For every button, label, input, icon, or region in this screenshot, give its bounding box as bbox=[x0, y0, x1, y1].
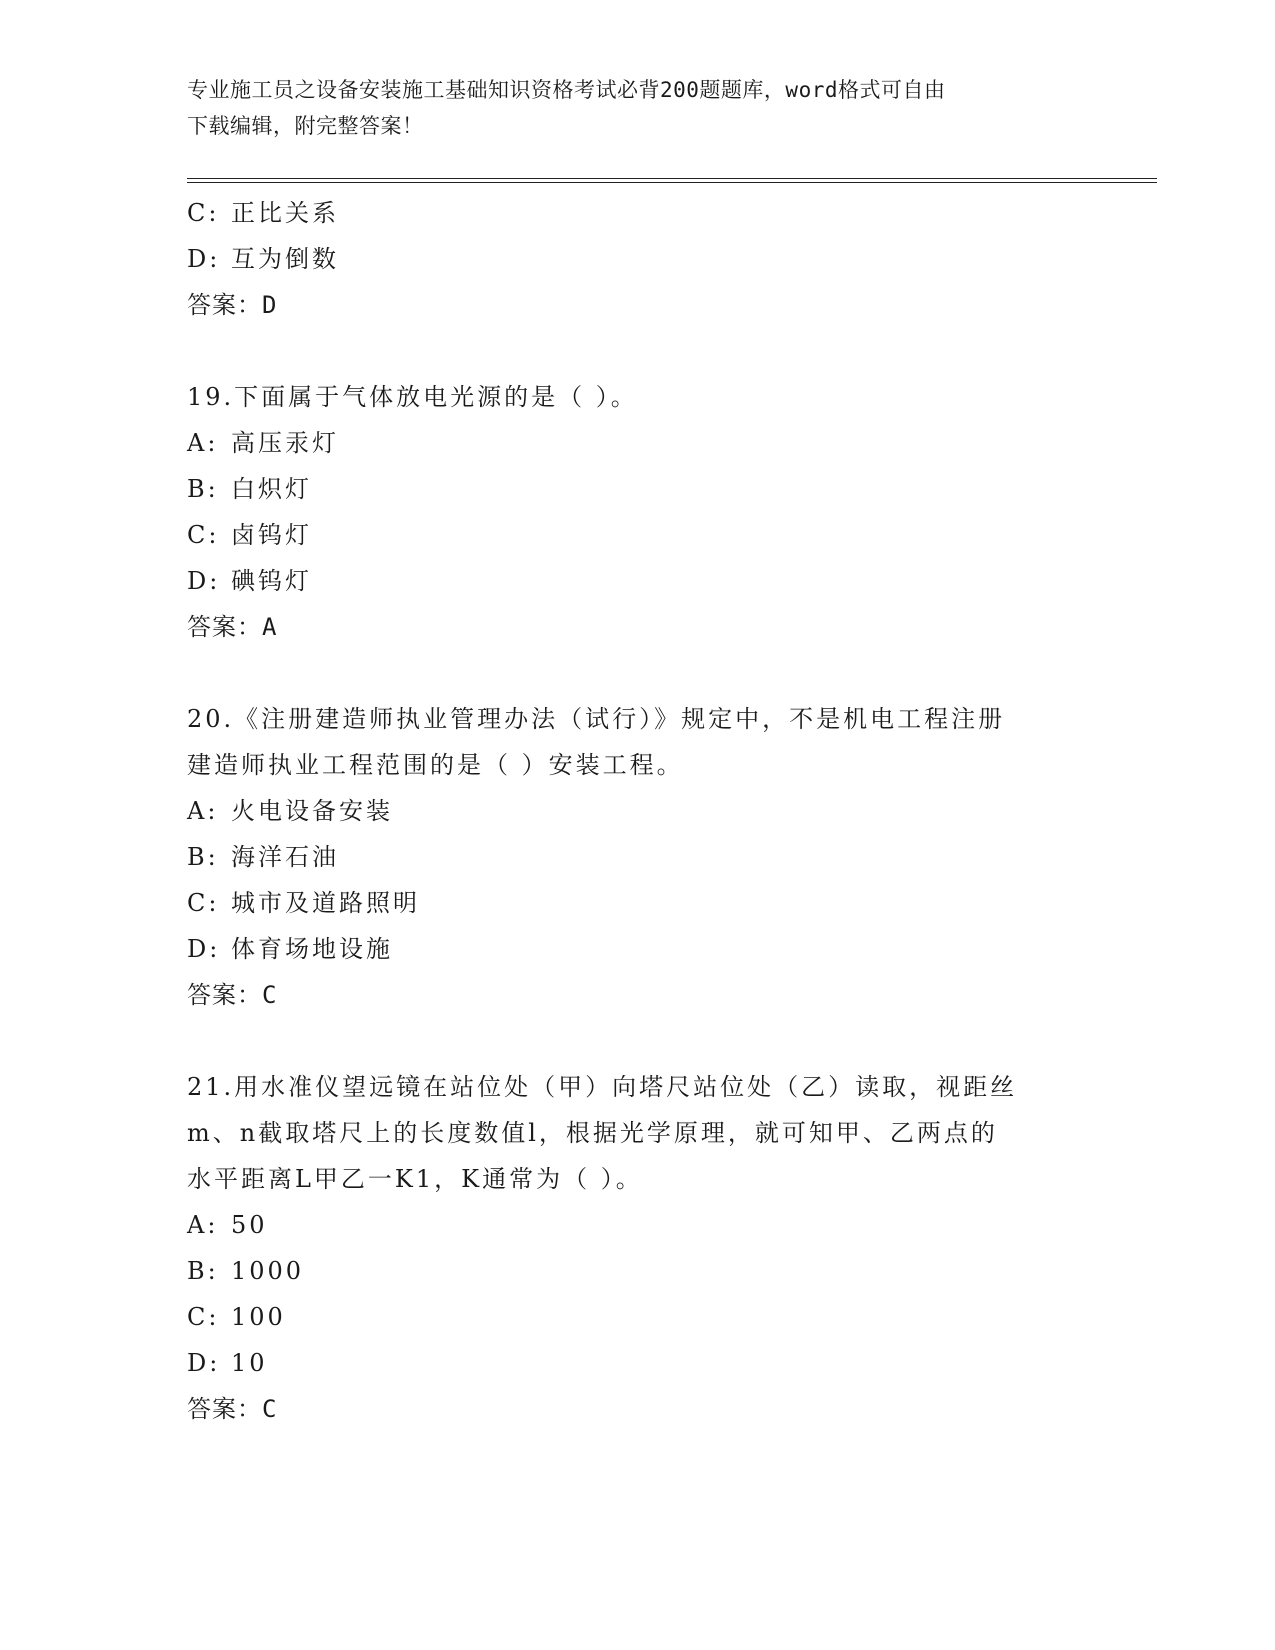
option-c bbox=[187, 190, 1087, 236]
option-text: 城市及道路照明 bbox=[231, 889, 420, 917]
option-d bbox=[187, 236, 1087, 282]
question-stem: 建造师执业工程范围的是（ ）安装工程。 bbox=[187, 751, 684, 779]
header-divider bbox=[187, 178, 1157, 183]
option-b bbox=[187, 834, 1087, 880]
option-c bbox=[187, 512, 1087, 558]
spacer bbox=[187, 328, 1087, 374]
option-a bbox=[187, 1202, 1087, 1248]
question-stem: m、n截取塔尺上的长度数值l，根据光学原理，就可知甲、乙两点的 bbox=[187, 1119, 998, 1147]
spacer bbox=[187, 650, 1087, 696]
option-text: 50 bbox=[231, 1211, 268, 1239]
option-text: 10 bbox=[231, 1349, 268, 1377]
option-key: C: bbox=[187, 521, 220, 549]
option-b bbox=[187, 1248, 1087, 1294]
option-key: D: bbox=[187, 935, 221, 963]
option-text: 火电设备安装 bbox=[231, 797, 393, 825]
option-d bbox=[187, 1340, 1087, 1386]
question-stem: 19.下面属于气体放电光源的是（ ）。 bbox=[187, 383, 638, 411]
option-key: B: bbox=[187, 843, 219, 871]
header-line-2: 下载编辑，附完整答案！ bbox=[187, 114, 424, 138]
option-c bbox=[187, 880, 1087, 926]
option-key: B: bbox=[187, 475, 219, 503]
document-header bbox=[187, 72, 1087, 144]
option-text: 互为倒数 bbox=[231, 245, 339, 273]
option-text: 白炽灯 bbox=[231, 475, 312, 503]
option-text: 卤钨灯 bbox=[231, 521, 312, 549]
question-stem: 水平距离L甲乙一K1，K通常为（ ）。 bbox=[187, 1165, 643, 1193]
question-stem: 20.《注册建造师执业管理办法（试行）》规定中，不是机电工程注册 bbox=[187, 705, 1006, 733]
option-c bbox=[187, 1294, 1087, 1340]
option-text: 高压汞灯 bbox=[231, 429, 339, 457]
option-b bbox=[187, 466, 1087, 512]
header-line-1: 专业施工员之设备安装施工基础知识资格考试必背200题题库，word格式可自由 bbox=[187, 78, 946, 102]
option-a bbox=[187, 420, 1087, 466]
option-a bbox=[187, 788, 1087, 834]
question-content bbox=[187, 190, 1087, 1432]
option-text: 碘钨灯 bbox=[231, 567, 312, 595]
option-key: A: bbox=[187, 1211, 219, 1239]
question-stem: 21.用水准仪望远镜在站位处（甲）向塔尺站位处（乙）读取，视距丝 bbox=[187, 1073, 1018, 1101]
option-text: 1000 bbox=[231, 1257, 305, 1285]
option-key: D: bbox=[187, 1349, 221, 1377]
answer-line: 答案：C bbox=[187, 981, 278, 1009]
option-d bbox=[187, 926, 1087, 972]
option-key: C: bbox=[187, 889, 220, 917]
option-key: C: bbox=[187, 1303, 220, 1331]
option-text: 体育场地设施 bbox=[231, 935, 393, 963]
spacer bbox=[187, 1018, 1087, 1064]
option-key: A: bbox=[187, 429, 219, 457]
answer-line: 答案：D bbox=[187, 291, 278, 319]
option-key: C: bbox=[187, 199, 220, 227]
option-text: 正比关系 bbox=[231, 199, 339, 227]
answer-line: 答案：A bbox=[187, 613, 278, 641]
answer-line: 答案：C bbox=[187, 1395, 278, 1423]
option-key: B: bbox=[187, 1257, 219, 1285]
option-d bbox=[187, 558, 1087, 604]
option-key: D: bbox=[187, 245, 221, 273]
option-text: 100 bbox=[231, 1303, 286, 1331]
option-key: A: bbox=[187, 797, 219, 825]
option-text: 海洋石油 bbox=[231, 843, 339, 871]
option-key: D: bbox=[187, 567, 221, 595]
